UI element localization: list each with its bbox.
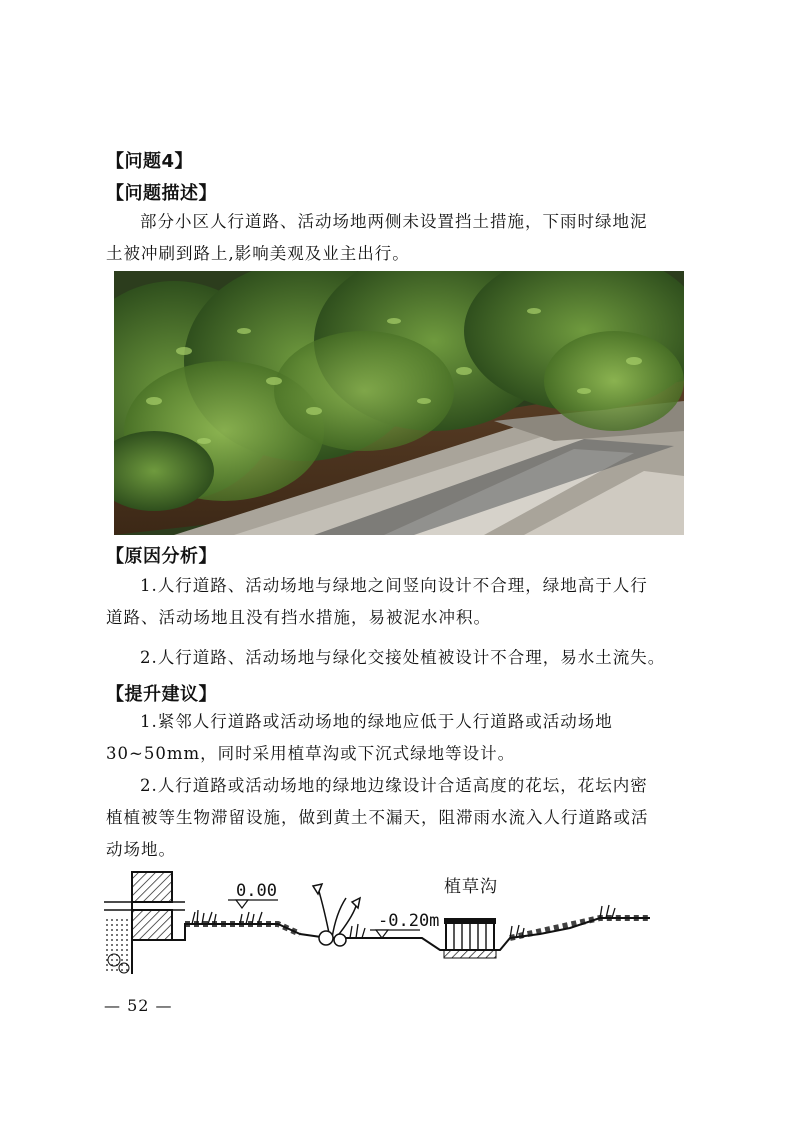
suggestion-p1-line-2: 30~50mm，同时采用植草沟或下沉式绿地等设计。 — [106, 744, 516, 763]
issue-label: 【问题4】 — [106, 151, 194, 172]
level-top-label: 0.00 — [236, 881, 277, 901]
cause-p1-line-2: 道路、活动场地且没有挡水措施，易被泥水冲积。 — [106, 608, 491, 627]
cause-p1-line-1: 1.人行道路、活动场地与绿地之间竖向设计不合理，绿地高于人行 — [140, 576, 648, 595]
description-line-2: 土被冲刷到路上,影响美观及业主出行。 — [106, 244, 410, 263]
suggestion-p1-line-1: 1.紧邻人行道路或活动场地的绿地应低于人行道路或活动场地 — [140, 712, 613, 731]
wall-top-block — [132, 872, 172, 902]
page-number: — 52 — — [104, 996, 173, 1015]
suggestion-p2-line-2: 植植被等生物滞留设施，做到黄土不漏天，阻滞雨水流入人行道路或活 — [106, 808, 649, 827]
diagram-caption: 植草沟 — [444, 877, 498, 897]
site-photo — [114, 271, 684, 535]
grass-swale-section-diagram — [100, 868, 650, 980]
wall-bottom-block — [132, 910, 172, 940]
level-bottom-label: -0.20m — [378, 911, 440, 931]
cause-heading: 【原因分析】 — [106, 546, 217, 567]
swale-section-drawing — [100, 868, 650, 980]
cause-p2-line-1: 2.人行道路、活动场地与绿化交接处植被设计不合理，易水土流失。 — [140, 648, 666, 667]
description-heading: 【问题描述】 — [106, 183, 217, 204]
description-line-1: 部分小区人行道路、活动场地两侧未设置挡土措施，下雨时绿地泥 — [140, 212, 648, 231]
suggestion-p2-line-3: 动场地。 — [106, 840, 176, 859]
suggestion-heading: 【提升建议】 — [106, 684, 217, 705]
suggestion-p2-line-1: 2.人行道路或活动场地的绿地边缘设计合适高度的花坛，花坛内密 — [140, 776, 648, 795]
shrubs-walkway-photo-icon — [114, 271, 684, 535]
